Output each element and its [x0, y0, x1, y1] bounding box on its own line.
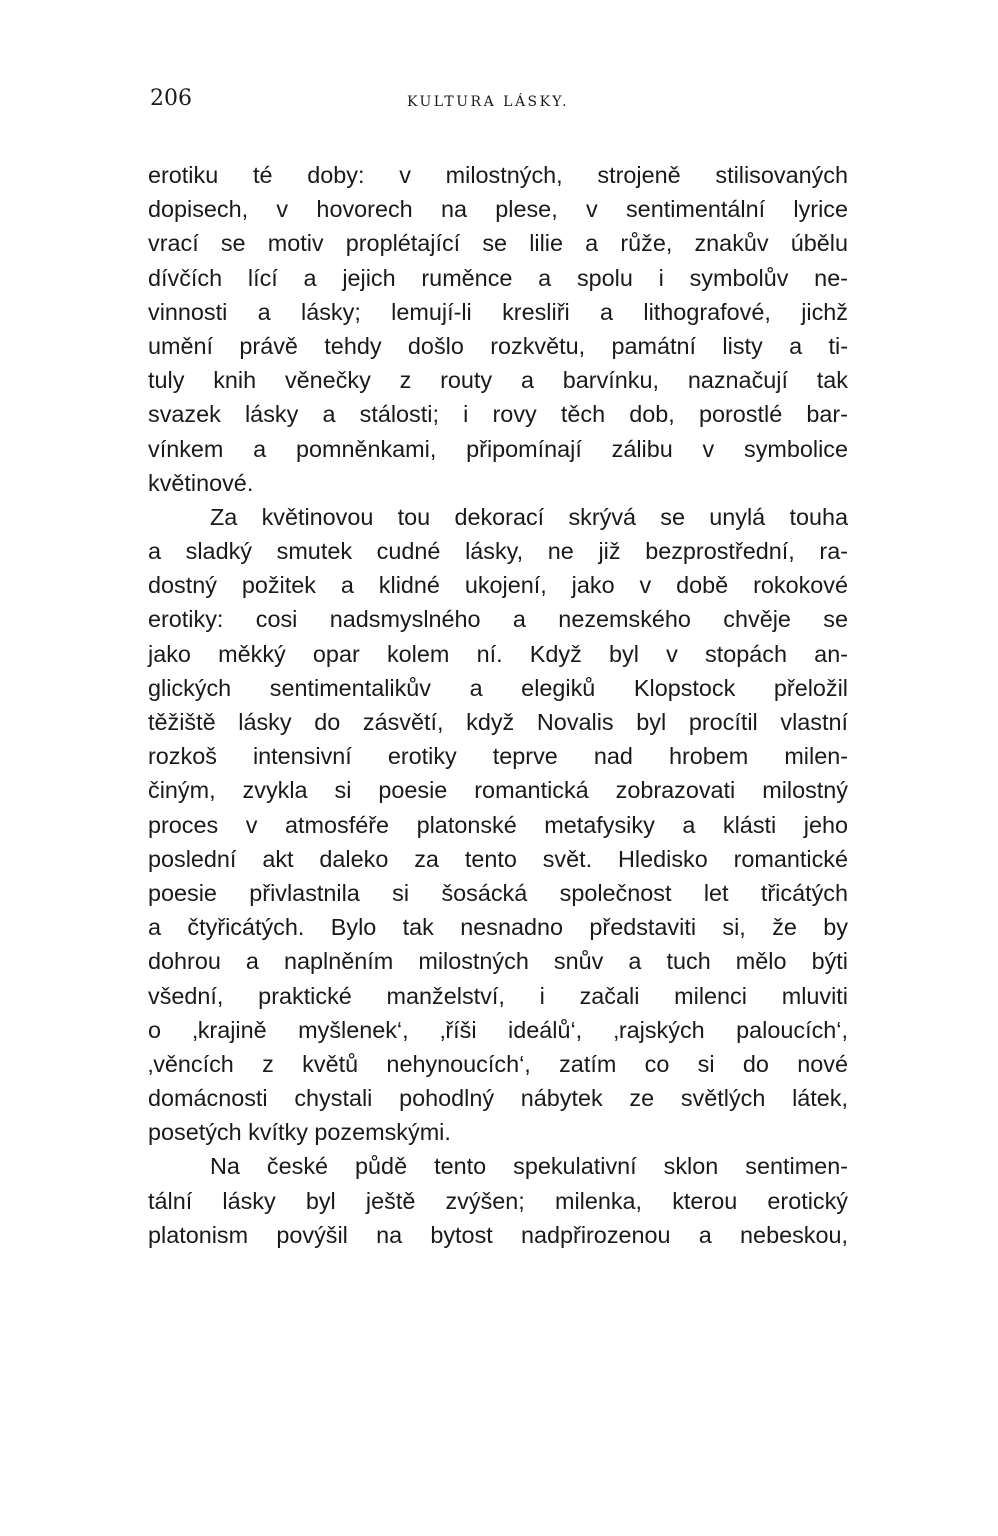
- text-line: glických sentimentalikův a elegiků Klopstock přeložil: [148, 674, 848, 701]
- text-line: vinnosti a lásky; lemují-li kresliři a lithografové, jichž: [148, 298, 848, 325]
- text-line: tální lásky byl ještě zvýšen; milenka, kterou erotický: [148, 1187, 848, 1214]
- text-line: vrací se motiv proplétající se lilie a růže, znakův úbělu: [148, 230, 848, 257]
- text-line: dostný požitek a klidné ukojení, jako v době rokokové: [148, 572, 848, 599]
- text-line: rozkoš intensivní erotiky teprve nad hrobem milen-: [148, 743, 848, 770]
- text-line: dohrou a naplněním milostných snův a tuch mělo býti: [148, 948, 848, 975]
- text-line: posetých kvítky pozemskými.: [148, 1119, 451, 1146]
- text-line: poesie přivlastnila si šosácká společnost let třicátých: [148, 879, 848, 906]
- text-line: všední, praktické manželství, i začali milenci mluviti: [148, 982, 848, 1009]
- text-line: těžiště lásky do zásvětí, když Novalis byl procítil vlastní: [148, 709, 848, 735]
- text-line: platonism povýšil na bytost nadpřirozenou a nebeskou,: [148, 1221, 848, 1248]
- text-line: dopisech, v hovorech na plese, v sentimentální lyrice: [148, 196, 848, 223]
- text-line: vínkem a pomněnkami, připomínají zálibu v symbolice: [148, 435, 848, 462]
- text-line: činým, zvykla si poesie romantická zobrazovati milostný: [148, 777, 848, 804]
- body-text: [148, 158, 848, 1252]
- text-line: ‚věncích z květů nehynoucích‘, zatím co si do nové: [148, 1050, 848, 1077]
- text-line: poslední akt daleko za tento svět. Hledisko romantické: [148, 845, 848, 872]
- text-line: Za květinovou tou dekorací skrývá se unylá touha: [210, 503, 848, 530]
- text-line: erotiky: cosi nadsmyslného a nezemského chvěje se: [148, 606, 848, 633]
- text-line: Na české půdě tento spekulativní sklon sentimen-: [210, 1153, 848, 1180]
- text-line: jako měkký opar kolem ní. Když byl v stopách an-: [148, 640, 848, 667]
- page-number: 206: [150, 86, 192, 111]
- text-line: tuly knih věnečky z routy a barvínku, naznačují tak: [148, 367, 848, 394]
- text-line: erotiku té doby: v milostných, strojeně stilisovaných: [148, 162, 848, 188]
- text-line: a čtyřicátých. Bylo tak nesnadno představiti si, že by: [148, 914, 848, 941]
- page-header: [150, 86, 850, 116]
- text-line: domácnosti chystali pohodlný nábytek ze světlých látek,: [148, 1085, 848, 1112]
- text-line: květinové.: [148, 469, 254, 496]
- text-line: o ‚krajině myšlenek‘, ‚říši ideálů‘, ‚rajských paloucích‘,: [148, 1016, 848, 1043]
- text-line: dívčích lící a jejich ruměnce a spolu i symbolův ne-: [148, 264, 848, 291]
- text-line: proces v atmosféře platonské metafysiky a klásti jeho: [148, 811, 848, 838]
- text-line: a sladký smutek cudné lásky, ne již bezprostřední, ra-: [148, 538, 848, 565]
- running-head: KULTURA LÁSKY.: [407, 94, 570, 110]
- text-line: svazek lásky a stálosti; i rovy těch dob, porostlé bar-: [148, 401, 848, 428]
- text-line: umění právě tehdy došlo rozkvětu, památní listy a ti-: [148, 332, 848, 359]
